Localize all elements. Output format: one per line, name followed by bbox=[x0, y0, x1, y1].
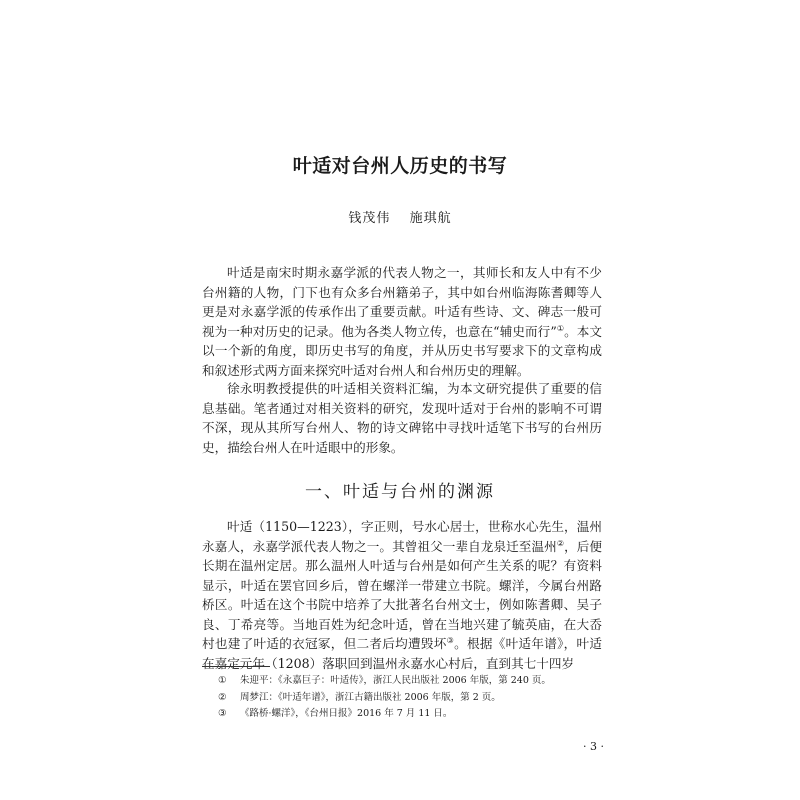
paragraph-text: 叶适是南宋时期永嘉学派的代表人物之一，其师长和友人中有不少台州籍的人物，门下也有众多台州籍弟子，其中如台州临海陈耆卿等人更是对永嘉学派的传承作出了重要贡献。叶适有些诗、文、碑志一般可视为一种对历史的记录。他为各类人物立传，也意在“辅史而行” bbox=[202, 265, 602, 339]
intro-paragraph bbox=[202, 263, 602, 380]
paragraph-text: 。根据《叶适年谱》，叶适在嘉定元年（1208）落职回到温州永嘉水心村后，直到其七十四岁 bbox=[202, 636, 602, 671]
footnote bbox=[218, 690, 598, 707]
body-paragraph bbox=[202, 379, 602, 457]
footnote-mark: ③ bbox=[218, 708, 227, 719]
footnote-text: 周梦江：《叶适年谱》，浙江古籍出版社 2006 年版，第 2 页。 bbox=[240, 691, 501, 703]
page-number: · 3 · bbox=[583, 740, 604, 753]
footnotes bbox=[218, 673, 598, 723]
footnote-divider bbox=[202, 666, 270, 667]
author-name: 钱茂伟 bbox=[348, 211, 391, 226]
footnote-mark: ② bbox=[218, 691, 227, 703]
section-heading: 一、叶适与台州的渊源 bbox=[305, 482, 495, 502]
paragraph-text: 叶适（1150—1223），字正则，号水心居士，世称水心先生，温州永嘉人，永嘉学派代表人物之一。其曾祖父一辈自龙泉迁至温州 bbox=[202, 519, 602, 554]
footnote-reference: ③ bbox=[446, 635, 455, 645]
article-authors bbox=[0, 207, 800, 226]
footnote-text: 《路桥·螺洋》，《台州日报》2016 年 7 月 11 日。 bbox=[240, 708, 453, 719]
footnote-mark: ① bbox=[218, 675, 227, 686]
paragraph-text: 徐永明教授提供的叶适相关资料汇编，为本文研究提供了重要的信息基础。笔者通过对相关资料的研究，发现叶适对于台州的影响不可谓不深，现从其所写台州人、物的诗文碑铭中寻找叶适笔下书写的台州历史，描绘台州人在叶适眼中的形象。 bbox=[202, 381, 602, 455]
paragraph-text: ，后便长期在温州定居。那么温州人叶适与台州是如何产生关系的呢？有资料显示，叶适在罢官回乡后，曾在螺洋一带建立书院。螺洋，今属台州路桥区。叶适在这个书院中培养了大批著名台州文士，例如陈耆卿、吴子良、丁希亮等。当地百姓为纪念叶适，曾在当地兴建了毓英庙，在大岙村也建了叶适的衣冠冢，但二者后均遭毁坏 bbox=[202, 538, 602, 651]
author-name: 施琪航 bbox=[409, 211, 452, 226]
body-paragraph bbox=[202, 517, 602, 673]
article-title: 叶适对台州人历史的书写 bbox=[292, 155, 508, 177]
footnote-text: 朱迎平：《永嘉巨子：叶适传》，浙江人民出版社 2006 年版，第 240 页。 bbox=[240, 675, 551, 686]
footnote-reference: ② bbox=[556, 538, 565, 548]
footnote bbox=[218, 673, 598, 690]
paragraph-text: 。本文以一个新的角度，即历史书写的角度，并从历史书写要求下的文章构成和叙述形式两方面来探究叶适对台州人和台州历史的理解。 bbox=[202, 323, 603, 378]
footnote-reference: ① bbox=[556, 323, 565, 333]
footnote bbox=[218, 706, 598, 723]
